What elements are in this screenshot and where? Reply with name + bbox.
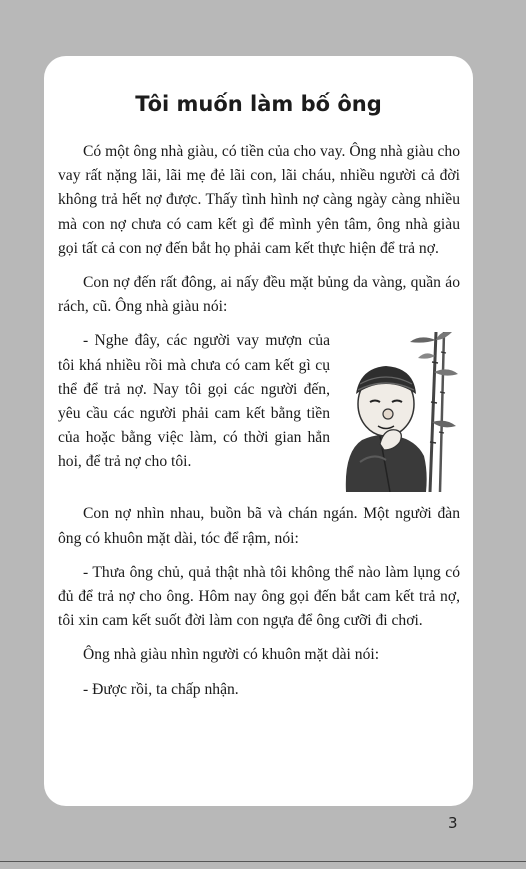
paragraph-6: Ông nhà giàu nhìn người có khuôn mặt dài nói: xyxy=(83,646,380,664)
man-with-bamboo-illustration xyxy=(340,332,460,492)
paragraph-7: - Được rồi, ta chấp nhận. xyxy=(83,680,239,698)
paragraph-2: Con nợ đến rất đông, ai nấy đều mặt bủng da vàng, quần áo rách, cũ. Ông nhà giàu nói: xyxy=(58,274,460,316)
bottom-divider xyxy=(0,861,526,862)
paragraph-5: - Thưa ông chủ, quả thật nhà tôi không thể nào làm lụng có đủ để trả nợ cho ông. Hôm nay ông gọi đến bắt cam kết trả nợ, tôi xin cam kết suốt đời làm con ngựa để ông cưỡi đi chơi. xyxy=(58,563,460,630)
paragraph-1: Có một ông nhà giàu, có tiền của cho vay. Ông nhà giàu cho vay rất nặng lãi, lãi mẹ đẻ lãi con, lãi cháu, nhiều người cả đời không trả hết nợ được. Thấy tình hình nợ càng ngày càng nhiều mà con nợ chưa có cam kết gì để mình yên tâm, ông nhà giàu gọi tất cả con nợ đến bắt họ phải cam kết thực hiện để trả nợ. xyxy=(58,143,460,257)
page-number: 3 xyxy=(448,814,458,832)
paragraph-3: - Nghe đây, các người vay mượn của tôi khá nhiều rồi mà chưa có cam kết gì cụ thể để trả nợ. Nay tôi gọi các người đến, yêu cầu các người phải cam kết bằng tiền của hoặc bằng việc làm, có thời gian hẳn hoi, để trả nợ cho tôi. xyxy=(58,332,330,471)
story-body xyxy=(58,140,460,712)
story-card xyxy=(44,56,473,806)
paragraph-4: Con nợ nhìn nhau, buồn bã và chán ngán. Một người đàn ông có khuôn mặt dài, tóc để rậm, nói: xyxy=(58,505,460,547)
story-title: Tôi muốn làm bố ông xyxy=(135,92,382,116)
illustrated-paragraph xyxy=(58,329,460,492)
